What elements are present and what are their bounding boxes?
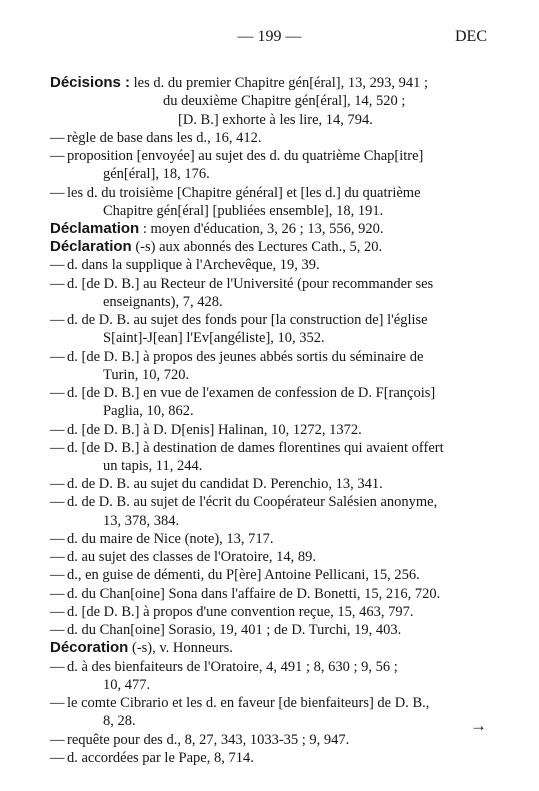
entry-text: S[aint]-J[ean] l'Ev[angéliste], 10, 352. (103, 330, 325, 346)
index-line (103, 329, 325, 347)
entry-dash: — (50, 604, 65, 620)
main-term: Décoration (50, 639, 129, 656)
entry-text: Turin, 10, 720. (103, 367, 190, 383)
entry-dash: — (50, 494, 65, 510)
entry-text: d. de D. B. au sujet des fonds pour [la construction de] l'église (67, 312, 428, 328)
entry-text: du deuxième Chapitre gén[éral], 14, 520 ; (163, 93, 406, 109)
entry-text: Paglia, 10, 862. (103, 403, 194, 419)
index-line (50, 74, 428, 92)
main-term: Déclaration (50, 238, 132, 255)
section-label: DEC (455, 28, 487, 45)
index-line (178, 111, 373, 129)
entry-text: le comte Cibrario et les d. en faveur [de bienfaiteurs] de D. B., (67, 695, 430, 711)
index-line (50, 548, 316, 566)
main-term: Décisions : (50, 74, 131, 91)
entry-dash: — (50, 586, 65, 602)
index-line (50, 566, 420, 584)
index-line (103, 457, 202, 475)
index-line (103, 712, 136, 730)
index-line (50, 311, 428, 329)
entry-text: d. [de D. B.] à destination de dames florentines qui avaient offert (67, 440, 444, 456)
entry-text: d. [de D. B.] à D. D[enis] Halinan, 10, 1272, 1372. (67, 422, 362, 438)
index-line (50, 585, 440, 603)
index-line (103, 402, 194, 420)
entry-text: un tapis, 11, 244. (103, 458, 203, 474)
entry-text: proposition [envoyée] au sujet des d. du quatrième Chap[itre] (67, 148, 424, 164)
index-line (50, 694, 429, 712)
index-line (50, 275, 433, 293)
entry-dash: — (50, 659, 65, 675)
index-line (50, 475, 383, 493)
entry-text: Chapitre gén[éral] [publiées ensemble], 18, 191. (103, 203, 384, 219)
index-line (50, 238, 382, 256)
entry-text: d. de D. B. au sujet de l'écrit du Coopérateur Salésien anonyme, (67, 494, 438, 510)
index-line (50, 639, 233, 657)
index-line (50, 184, 421, 202)
index-line (103, 512, 179, 530)
index-line (103, 676, 150, 694)
entry-dash: — (50, 476, 65, 492)
entry-text: (-s), v. Honneurs. (128, 640, 233, 656)
entry-text: : moyen d'éducation, 3, 26 ; 13, 556, 920. (139, 221, 384, 237)
entry-dash: — (50, 422, 65, 438)
entry-text: d. [de D. B.] à propos des jeunes abbés sortis du séminaire de (67, 349, 424, 365)
index-line (50, 731, 349, 749)
entry-text: 13, 378, 384. (103, 513, 180, 529)
index-line (50, 421, 362, 439)
entry-text: d. du maire de Nice (note), 13, 717. (67, 531, 274, 547)
index-line (50, 256, 320, 274)
index-line (50, 348, 423, 366)
entry-text: d. dans la supplique à l'Archevêque, 19, 39. (67, 257, 320, 273)
entry-dash: — (50, 750, 65, 766)
entry-dash: — (50, 130, 65, 146)
index-line (50, 621, 401, 639)
index-line (50, 439, 444, 457)
page-header (0, 28, 539, 48)
entry-dash: — (50, 349, 65, 365)
index-line (50, 129, 262, 147)
entry-text: gén[éral], 18, 176. (103, 166, 210, 182)
index-line (50, 658, 398, 676)
entry-text: enseignants), 7, 428. (103, 294, 223, 310)
entry-text: d. [de D. B.] au Recteur de l'Université (pour recommander ses (67, 276, 434, 292)
entry-text: d. accordées par le Pape, 8, 714. (67, 750, 254, 766)
right-arrow-icon: → (470, 716, 487, 735)
index-line (50, 530, 274, 548)
index-line (103, 202, 383, 220)
entry-dash: — (50, 695, 65, 711)
entry-dash: — (50, 732, 65, 748)
entry-dash: — (50, 312, 65, 328)
entry-dash: — (50, 385, 65, 401)
index-line (50, 220, 383, 238)
index-line (50, 384, 435, 402)
entry-text: requête pour des d., 8, 27, 343, 1033-35 ; 9, 947. (67, 732, 350, 748)
entry-text: les d. du troisième [Chapitre général] et [les d.] du quatrième (67, 185, 421, 201)
entry-text: d. du Chan[oine] Sona dans l'affaire de D. Bonetti, 15, 216, 720. (67, 586, 441, 602)
index-line (50, 147, 423, 165)
main-term: Déclamation (50, 220, 140, 237)
entry-text: 8, 28. (103, 713, 136, 729)
page-number: — 199 — (237, 28, 302, 45)
entry-dash: — (50, 549, 65, 565)
entry-text: d. de D. B. au sujet du candidat D. Perenchio, 13, 341. (67, 476, 383, 492)
entry-dash: — (50, 185, 65, 201)
index-line (50, 603, 414, 621)
entry-dash: — (50, 622, 65, 638)
index-line (163, 92, 405, 110)
index-line (50, 493, 437, 511)
entry-text: d. [de D. B.] en vue de l'examen de confession de D. F[rançois] (67, 385, 436, 401)
entry-text: les d. du premier Chapitre gén[éral], 13, 293, 941 ; (130, 75, 429, 91)
entry-dash: — (50, 276, 65, 292)
index-line (103, 165, 210, 183)
entry-dash: — (50, 440, 65, 456)
entry-text: [D. B.] exhorte à les lire, 14, 794. (178, 112, 373, 128)
index-line (103, 366, 189, 384)
entry-dash: — (50, 148, 65, 164)
entry-text: d. à des bienfaiteurs de l'Oratoire, 4, 491 ; 8, 630 ; 9, 56 ; (67, 659, 398, 675)
entry-text: d. [de D. B.] à propos d'une convention reçue, 15, 463, 797. (67, 604, 414, 620)
entry-text: d. du Chan[oine] Sorasio, 19, 401 ; de D. Turchi, 19, 403. (67, 622, 402, 638)
entry-text: règle de base dans les d., 16, 412. (67, 130, 262, 146)
entry-text: d. au sujet des classes de l'Oratoire, 14, 89. (67, 549, 317, 565)
entry-dash: — (50, 531, 65, 547)
entry-dash: — (50, 567, 65, 583)
entry-dash: — (50, 257, 65, 273)
entry-text: (-s) aux abonnés des Lectures Cath., 5, 20. (131, 239, 383, 255)
entry-text: d., en guise de démenti, du P[ère] Antoine Pellicani, 15, 256. (67, 567, 420, 583)
entry-text: 10, 477. (103, 677, 151, 693)
index-line (50, 749, 254, 767)
index-line (103, 293, 223, 311)
